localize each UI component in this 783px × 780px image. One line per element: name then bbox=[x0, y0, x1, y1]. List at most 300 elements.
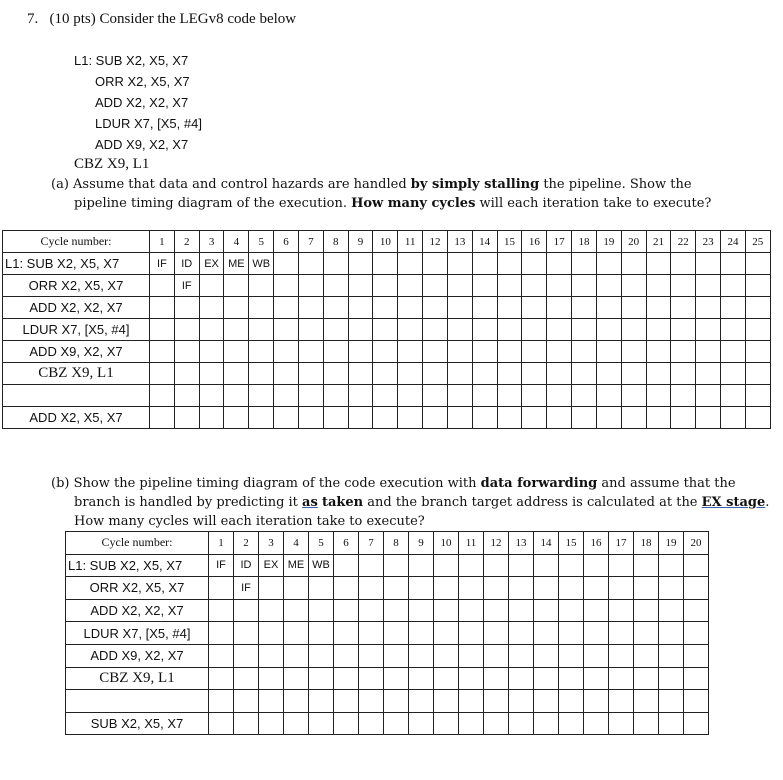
empty-cell[interactable] bbox=[621, 385, 646, 407]
empty-cell[interactable] bbox=[323, 275, 348, 297]
empty-cell[interactable] bbox=[423, 407, 448, 429]
empty-cell[interactable] bbox=[309, 667, 334, 690]
empty-cell[interactable] bbox=[373, 363, 398, 385]
empty-cell[interactable] bbox=[609, 577, 634, 600]
empty-cell[interactable] bbox=[522, 341, 547, 363]
empty-cell[interactable] bbox=[534, 554, 559, 577]
empty-cell[interactable] bbox=[459, 554, 484, 577]
empty-cell[interactable] bbox=[447, 297, 472, 319]
empty-cell[interactable] bbox=[348, 385, 373, 407]
empty-cell[interactable] bbox=[434, 622, 459, 645]
empty-cell[interactable] bbox=[434, 690, 459, 713]
empty-cell[interactable] bbox=[447, 341, 472, 363]
empty-cell[interactable] bbox=[721, 253, 746, 275]
empty-cell[interactable] bbox=[497, 407, 522, 429]
empty-cell[interactable] bbox=[459, 690, 484, 713]
empty-cell[interactable] bbox=[484, 622, 509, 645]
empty-cell[interactable] bbox=[659, 690, 684, 713]
empty-cell[interactable] bbox=[334, 554, 359, 577]
empty-cell[interactable] bbox=[398, 275, 423, 297]
empty-cell[interactable] bbox=[384, 554, 409, 577]
empty-cell[interactable] bbox=[721, 385, 746, 407]
empty-cell[interactable] bbox=[334, 599, 359, 622]
empty-cell[interactable] bbox=[434, 554, 459, 577]
empty-cell[interactable] bbox=[150, 341, 175, 363]
empty-cell[interactable] bbox=[398, 385, 423, 407]
empty-cell[interactable] bbox=[373, 341, 398, 363]
empty-cell[interactable] bbox=[621, 341, 646, 363]
empty-cell[interactable] bbox=[249, 341, 274, 363]
empty-cell[interactable] bbox=[596, 319, 621, 341]
empty-cell[interactable] bbox=[259, 712, 284, 735]
empty-cell[interactable] bbox=[224, 341, 249, 363]
empty-cell[interactable] bbox=[559, 667, 584, 690]
empty-cell[interactable] bbox=[696, 275, 721, 297]
empty-cell[interactable] bbox=[334, 667, 359, 690]
empty-cell[interactable] bbox=[373, 297, 398, 319]
empty-cell[interactable] bbox=[684, 690, 709, 713]
empty-cell[interactable] bbox=[671, 341, 696, 363]
empty-cell[interactable] bbox=[634, 690, 659, 713]
empty-cell[interactable] bbox=[359, 554, 384, 577]
empty-cell[interactable] bbox=[584, 554, 609, 577]
empty-cell[interactable] bbox=[348, 297, 373, 319]
empty-cell[interactable] bbox=[721, 297, 746, 319]
empty-cell[interactable] bbox=[745, 385, 770, 407]
empty-cell[interactable] bbox=[274, 319, 299, 341]
empty-cell[interactable] bbox=[150, 319, 175, 341]
empty-cell[interactable] bbox=[234, 644, 259, 667]
empty-cell[interactable] bbox=[621, 297, 646, 319]
empty-cell[interactable] bbox=[249, 363, 274, 385]
empty-cell[interactable] bbox=[398, 297, 423, 319]
empty-cell[interactable] bbox=[398, 319, 423, 341]
empty-cell[interactable] bbox=[646, 297, 671, 319]
empty-cell[interactable] bbox=[547, 385, 572, 407]
empty-cell[interactable] bbox=[434, 599, 459, 622]
empty-cell[interactable] bbox=[659, 577, 684, 600]
empty-cell[interactable] bbox=[447, 407, 472, 429]
empty-cell[interactable] bbox=[572, 275, 597, 297]
empty-cell[interactable] bbox=[547, 341, 572, 363]
empty-cell[interactable] bbox=[249, 297, 274, 319]
empty-cell[interactable] bbox=[298, 297, 323, 319]
empty-cell[interactable] bbox=[274, 385, 299, 407]
empty-cell[interactable] bbox=[359, 667, 384, 690]
empty-cell[interactable] bbox=[497, 363, 522, 385]
empty-cell[interactable] bbox=[234, 690, 259, 713]
empty-cell[interactable] bbox=[547, 275, 572, 297]
stage-cell[interactable]: WB bbox=[249, 253, 274, 275]
empty-cell[interactable] bbox=[596, 297, 621, 319]
empty-cell[interactable] bbox=[199, 297, 224, 319]
stage-cell[interactable]: EX bbox=[259, 554, 284, 577]
empty-cell[interactable] bbox=[384, 599, 409, 622]
empty-cell[interactable] bbox=[584, 577, 609, 600]
empty-cell[interactable] bbox=[609, 599, 634, 622]
empty-cell[interactable] bbox=[547, 297, 572, 319]
empty-cell[interactable] bbox=[584, 622, 609, 645]
empty-cell[interactable] bbox=[497, 275, 522, 297]
empty-cell[interactable] bbox=[298, 385, 323, 407]
empty-cell[interactable] bbox=[284, 577, 309, 600]
empty-cell[interactable] bbox=[646, 275, 671, 297]
empty-cell[interactable] bbox=[209, 644, 234, 667]
stage-cell[interactable]: IF bbox=[150, 253, 175, 275]
empty-cell[interactable] bbox=[509, 622, 534, 645]
empty-cell[interactable] bbox=[484, 667, 509, 690]
empty-cell[interactable] bbox=[684, 599, 709, 622]
empty-cell[interactable] bbox=[373, 385, 398, 407]
empty-cell[interactable] bbox=[259, 577, 284, 600]
empty-cell[interactable] bbox=[621, 275, 646, 297]
empty-cell[interactable] bbox=[646, 341, 671, 363]
empty-cell[interactable] bbox=[497, 341, 522, 363]
empty-cell[interactable] bbox=[659, 622, 684, 645]
empty-cell[interactable] bbox=[572, 385, 597, 407]
empty-cell[interactable] bbox=[434, 577, 459, 600]
empty-cell[interactable] bbox=[572, 297, 597, 319]
empty-cell[interactable] bbox=[609, 644, 634, 667]
empty-cell[interactable] bbox=[671, 253, 696, 275]
empty-cell[interactable] bbox=[745, 363, 770, 385]
empty-cell[interactable] bbox=[484, 690, 509, 713]
empty-cell[interactable] bbox=[259, 690, 284, 713]
empty-cell[interactable] bbox=[547, 363, 572, 385]
empty-cell[interactable] bbox=[472, 385, 497, 407]
empty-cell[interactable] bbox=[696, 253, 721, 275]
empty-cell[interactable] bbox=[274, 407, 299, 429]
empty-cell[interactable] bbox=[472, 341, 497, 363]
empty-cell[interactable] bbox=[234, 599, 259, 622]
empty-cell[interactable] bbox=[348, 253, 373, 275]
empty-cell[interactable] bbox=[509, 667, 534, 690]
empty-cell[interactable] bbox=[534, 712, 559, 735]
empty-cell[interactable] bbox=[659, 599, 684, 622]
empty-cell[interactable] bbox=[150, 407, 175, 429]
empty-cell[interactable] bbox=[646, 363, 671, 385]
empty-cell[interactable] bbox=[298, 275, 323, 297]
empty-cell[interactable] bbox=[459, 667, 484, 690]
stage-cell[interactable]: IF bbox=[234, 577, 259, 600]
empty-cell[interactable] bbox=[224, 297, 249, 319]
empty-cell[interactable] bbox=[323, 297, 348, 319]
empty-cell[interactable] bbox=[249, 319, 274, 341]
empty-cell[interactable] bbox=[284, 690, 309, 713]
empty-cell[interactable] bbox=[584, 712, 609, 735]
empty-cell[interactable] bbox=[584, 690, 609, 713]
empty-cell[interactable] bbox=[634, 667, 659, 690]
empty-cell[interactable] bbox=[484, 554, 509, 577]
empty-cell[interactable] bbox=[745, 275, 770, 297]
empty-cell[interactable] bbox=[671, 407, 696, 429]
empty-cell[interactable] bbox=[634, 577, 659, 600]
empty-cell[interactable] bbox=[447, 363, 472, 385]
empty-cell[interactable] bbox=[423, 385, 448, 407]
empty-cell[interactable] bbox=[671, 363, 696, 385]
empty-cell[interactable] bbox=[497, 253, 522, 275]
empty-cell[interactable] bbox=[323, 319, 348, 341]
empty-cell[interactable] bbox=[434, 712, 459, 735]
empty-cell[interactable] bbox=[646, 407, 671, 429]
empty-cell[interactable] bbox=[484, 599, 509, 622]
empty-cell[interactable] bbox=[234, 712, 259, 735]
empty-cell[interactable] bbox=[634, 554, 659, 577]
empty-cell[interactable] bbox=[745, 407, 770, 429]
empty-cell[interactable] bbox=[309, 599, 334, 622]
empty-cell[interactable] bbox=[447, 385, 472, 407]
empty-cell[interactable] bbox=[423, 253, 448, 275]
empty-cell[interactable] bbox=[309, 712, 334, 735]
empty-cell[interactable] bbox=[684, 667, 709, 690]
empty-cell[interactable] bbox=[373, 319, 398, 341]
empty-cell[interactable] bbox=[298, 363, 323, 385]
empty-cell[interactable] bbox=[323, 407, 348, 429]
empty-cell[interactable] bbox=[721, 407, 746, 429]
empty-cell[interactable] bbox=[384, 622, 409, 645]
empty-cell[interactable] bbox=[150, 297, 175, 319]
empty-cell[interactable] bbox=[334, 622, 359, 645]
empty-cell[interactable] bbox=[209, 599, 234, 622]
empty-cell[interactable] bbox=[596, 253, 621, 275]
empty-cell[interactable] bbox=[209, 577, 234, 600]
empty-cell[interactable] bbox=[534, 599, 559, 622]
empty-cell[interactable] bbox=[745, 341, 770, 363]
empty-cell[interactable] bbox=[497, 297, 522, 319]
empty-cell[interactable] bbox=[384, 712, 409, 735]
empty-cell[interactable] bbox=[572, 363, 597, 385]
empty-cell[interactable] bbox=[509, 712, 534, 735]
empty-cell[interactable] bbox=[609, 622, 634, 645]
empty-cell[interactable] bbox=[384, 667, 409, 690]
empty-cell[interactable] bbox=[609, 554, 634, 577]
empty-cell[interactable] bbox=[423, 363, 448, 385]
empty-cell[interactable] bbox=[497, 319, 522, 341]
empty-cell[interactable] bbox=[659, 667, 684, 690]
empty-cell[interactable] bbox=[484, 712, 509, 735]
empty-cell[interactable] bbox=[547, 407, 572, 429]
empty-cell[interactable] bbox=[534, 622, 559, 645]
empty-cell[interactable] bbox=[572, 253, 597, 275]
empty-cell[interactable] bbox=[696, 385, 721, 407]
empty-cell[interactable] bbox=[359, 644, 384, 667]
empty-cell[interactable] bbox=[259, 644, 284, 667]
empty-cell[interactable] bbox=[559, 712, 584, 735]
empty-cell[interactable] bbox=[384, 644, 409, 667]
empty-cell[interactable] bbox=[459, 644, 484, 667]
stage-cell[interactable]: ME bbox=[224, 253, 249, 275]
empty-cell[interactable] bbox=[284, 644, 309, 667]
empty-cell[interactable] bbox=[696, 297, 721, 319]
empty-cell[interactable] bbox=[274, 341, 299, 363]
empty-cell[interactable] bbox=[150, 275, 175, 297]
empty-cell[interactable] bbox=[671, 297, 696, 319]
empty-cell[interactable] bbox=[423, 319, 448, 341]
empty-cell[interactable] bbox=[596, 341, 621, 363]
empty-cell[interactable] bbox=[547, 253, 572, 275]
empty-cell[interactable] bbox=[423, 297, 448, 319]
empty-cell[interactable] bbox=[459, 577, 484, 600]
empty-cell[interactable] bbox=[572, 319, 597, 341]
empty-cell[interactable] bbox=[534, 690, 559, 713]
empty-cell[interactable] bbox=[696, 319, 721, 341]
empty-cell[interactable] bbox=[409, 577, 434, 600]
empty-cell[interactable] bbox=[459, 712, 484, 735]
empty-cell[interactable] bbox=[199, 275, 224, 297]
empty-cell[interactable] bbox=[721, 319, 746, 341]
empty-cell[interactable] bbox=[359, 599, 384, 622]
empty-cell[interactable] bbox=[472, 407, 497, 429]
empty-cell[interactable] bbox=[522, 407, 547, 429]
empty-cell[interactable] bbox=[559, 644, 584, 667]
empty-cell[interactable] bbox=[572, 407, 597, 429]
empty-cell[interactable] bbox=[721, 341, 746, 363]
empty-cell[interactable] bbox=[199, 407, 224, 429]
empty-cell[interactable] bbox=[671, 319, 696, 341]
empty-cell[interactable] bbox=[534, 644, 559, 667]
empty-cell[interactable] bbox=[384, 577, 409, 600]
empty-cell[interactable] bbox=[559, 554, 584, 577]
empty-cell[interactable] bbox=[572, 341, 597, 363]
empty-cell[interactable] bbox=[509, 554, 534, 577]
empty-cell[interactable] bbox=[323, 341, 348, 363]
empty-cell[interactable] bbox=[249, 275, 274, 297]
empty-cell[interactable] bbox=[234, 622, 259, 645]
empty-cell[interactable] bbox=[298, 319, 323, 341]
empty-cell[interactable] bbox=[472, 319, 497, 341]
empty-cell[interactable] bbox=[373, 275, 398, 297]
empty-cell[interactable] bbox=[298, 253, 323, 275]
empty-cell[interactable] bbox=[199, 341, 224, 363]
empty-cell[interactable] bbox=[309, 690, 334, 713]
empty-cell[interactable] bbox=[434, 644, 459, 667]
empty-cell[interactable] bbox=[447, 253, 472, 275]
empty-cell[interactable] bbox=[472, 363, 497, 385]
empty-cell[interactable] bbox=[721, 275, 746, 297]
empty-cell[interactable] bbox=[659, 712, 684, 735]
empty-cell[interactable] bbox=[447, 319, 472, 341]
empty-cell[interactable] bbox=[522, 385, 547, 407]
empty-cell[interactable] bbox=[522, 297, 547, 319]
empty-cell[interactable] bbox=[209, 712, 234, 735]
empty-cell[interactable] bbox=[398, 363, 423, 385]
empty-cell[interactable] bbox=[497, 385, 522, 407]
empty-cell[interactable] bbox=[509, 599, 534, 622]
empty-cell[interactable] bbox=[234, 667, 259, 690]
empty-cell[interactable] bbox=[547, 319, 572, 341]
empty-cell[interactable] bbox=[398, 407, 423, 429]
empty-cell[interactable] bbox=[522, 319, 547, 341]
stage-cell[interactable]: IF bbox=[174, 275, 199, 297]
empty-cell[interactable] bbox=[209, 622, 234, 645]
empty-cell[interactable] bbox=[359, 690, 384, 713]
empty-cell[interactable] bbox=[409, 622, 434, 645]
empty-cell[interactable] bbox=[596, 385, 621, 407]
empty-cell[interactable] bbox=[684, 712, 709, 735]
empty-cell[interactable] bbox=[298, 407, 323, 429]
stage-cell[interactable]: EX bbox=[199, 253, 224, 275]
empty-cell[interactable] bbox=[609, 712, 634, 735]
empty-cell[interactable] bbox=[447, 275, 472, 297]
empty-cell[interactable] bbox=[559, 622, 584, 645]
empty-cell[interactable] bbox=[274, 363, 299, 385]
empty-cell[interactable] bbox=[696, 363, 721, 385]
empty-cell[interactable] bbox=[409, 599, 434, 622]
empty-cell[interactable] bbox=[359, 622, 384, 645]
empty-cell[interactable] bbox=[596, 275, 621, 297]
empty-cell[interactable] bbox=[373, 253, 398, 275]
empty-cell[interactable] bbox=[150, 385, 175, 407]
empty-cell[interactable] bbox=[209, 690, 234, 713]
empty-cell[interactable] bbox=[224, 407, 249, 429]
empty-cell[interactable] bbox=[348, 319, 373, 341]
empty-cell[interactable] bbox=[634, 712, 659, 735]
empty-cell[interactable] bbox=[634, 622, 659, 645]
empty-cell[interactable] bbox=[509, 644, 534, 667]
empty-cell[interactable] bbox=[199, 319, 224, 341]
empty-cell[interactable] bbox=[284, 599, 309, 622]
empty-cell[interactable] bbox=[609, 690, 634, 713]
empty-cell[interactable] bbox=[323, 253, 348, 275]
empty-cell[interactable] bbox=[459, 599, 484, 622]
empty-cell[interactable] bbox=[334, 712, 359, 735]
empty-cell[interactable] bbox=[509, 690, 534, 713]
empty-cell[interactable] bbox=[634, 644, 659, 667]
empty-cell[interactable] bbox=[646, 385, 671, 407]
empty-cell[interactable] bbox=[745, 319, 770, 341]
empty-cell[interactable] bbox=[684, 577, 709, 600]
empty-cell[interactable] bbox=[646, 319, 671, 341]
empty-cell[interactable] bbox=[522, 253, 547, 275]
empty-cell[interactable] bbox=[423, 275, 448, 297]
empty-cell[interactable] bbox=[209, 667, 234, 690]
empty-cell[interactable] bbox=[249, 407, 274, 429]
empty-cell[interactable] bbox=[484, 644, 509, 667]
empty-cell[interactable] bbox=[348, 363, 373, 385]
empty-cell[interactable] bbox=[409, 690, 434, 713]
empty-cell[interactable] bbox=[334, 690, 359, 713]
empty-cell[interactable] bbox=[409, 644, 434, 667]
empty-cell[interactable] bbox=[409, 667, 434, 690]
empty-cell[interactable] bbox=[522, 275, 547, 297]
empty-cell[interactable] bbox=[696, 407, 721, 429]
empty-cell[interactable] bbox=[249, 385, 274, 407]
empty-cell[interactable] bbox=[174, 363, 199, 385]
empty-cell[interactable] bbox=[409, 554, 434, 577]
empty-cell[interactable] bbox=[609, 667, 634, 690]
empty-cell[interactable] bbox=[659, 644, 684, 667]
empty-cell[interactable] bbox=[559, 690, 584, 713]
empty-cell[interactable] bbox=[484, 577, 509, 600]
empty-cell[interactable] bbox=[174, 385, 199, 407]
empty-cell[interactable] bbox=[274, 275, 299, 297]
empty-cell[interactable] bbox=[646, 253, 671, 275]
empty-cell[interactable] bbox=[559, 599, 584, 622]
empty-cell[interactable] bbox=[684, 622, 709, 645]
empty-cell[interactable] bbox=[584, 644, 609, 667]
empty-cell[interactable] bbox=[696, 341, 721, 363]
empty-cell[interactable] bbox=[398, 341, 423, 363]
empty-cell[interactable] bbox=[174, 319, 199, 341]
empty-cell[interactable] bbox=[584, 599, 609, 622]
empty-cell[interactable] bbox=[309, 622, 334, 645]
empty-cell[interactable] bbox=[224, 319, 249, 341]
empty-cell[interactable] bbox=[472, 275, 497, 297]
empty-cell[interactable] bbox=[522, 363, 547, 385]
empty-cell[interactable] bbox=[259, 667, 284, 690]
empty-cell[interactable] bbox=[334, 644, 359, 667]
empty-cell[interactable] bbox=[174, 297, 199, 319]
